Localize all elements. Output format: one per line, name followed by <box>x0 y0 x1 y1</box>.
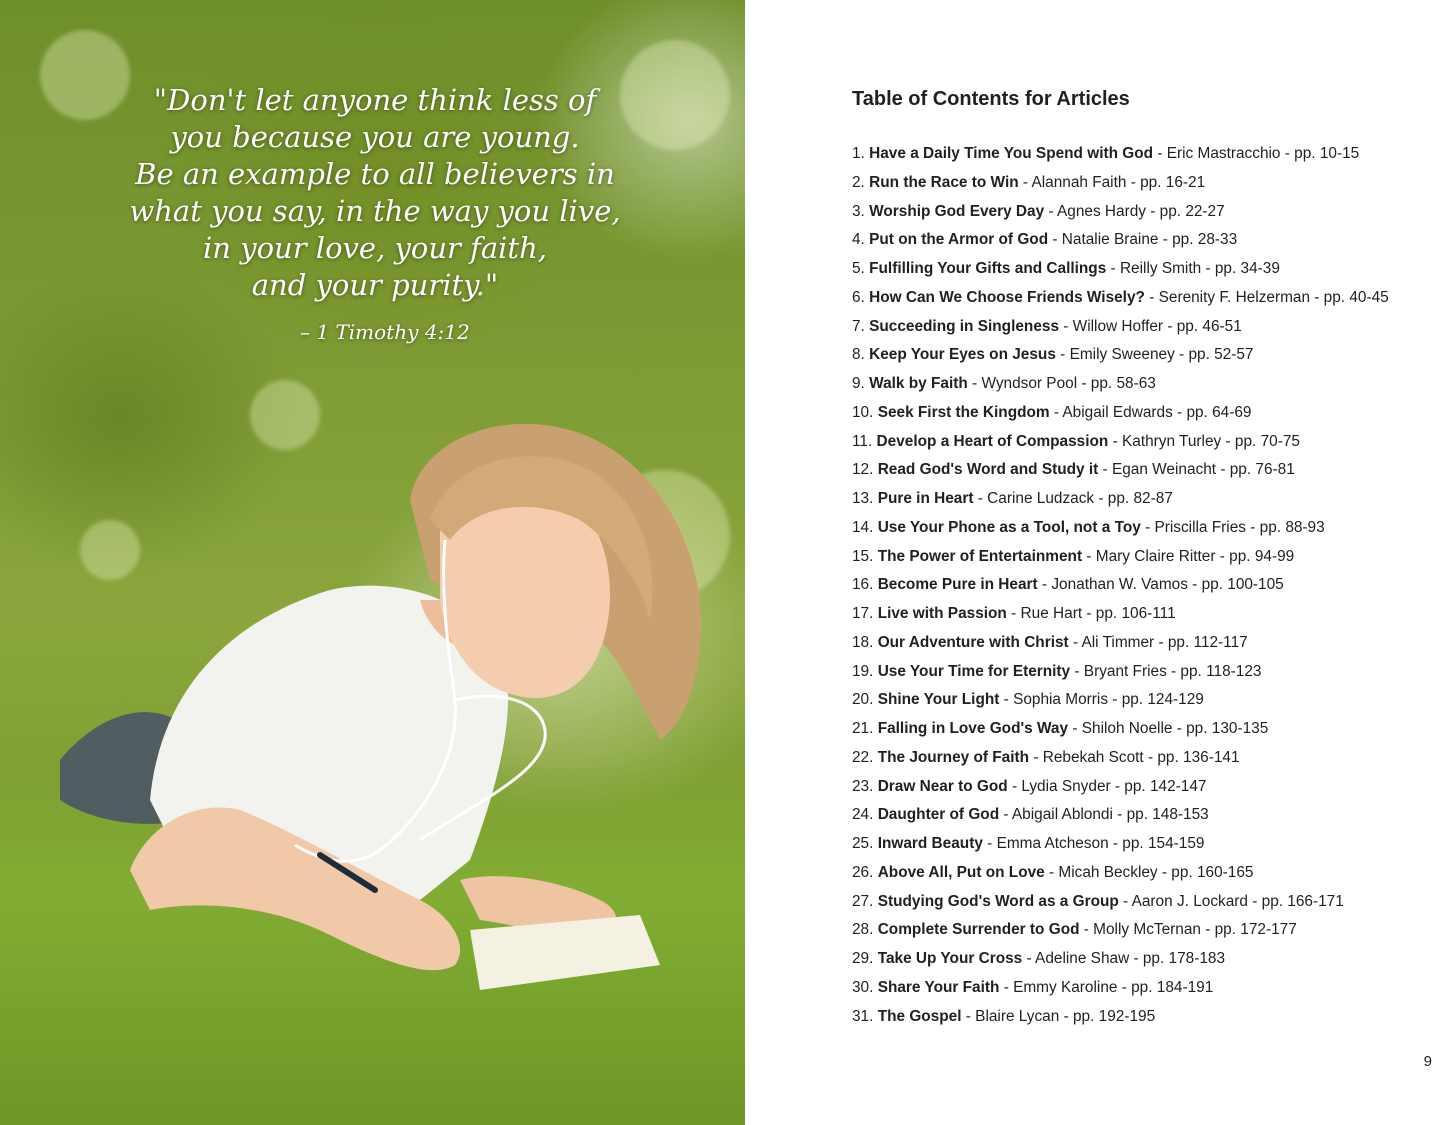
toc-entry <box>852 402 1389 431</box>
toc-entry <box>852 344 1389 373</box>
toc-entry-author-pages: - Natalie Braine - pp. 28-33 <box>1048 231 1238 249</box>
quote-line: you because you are young. <box>170 120 580 154</box>
toc-entry-author-pages: - Emma Atcheson - pp. 154-159 <box>982 835 1205 852</box>
toc-entry <box>852 373 1389 402</box>
toc-entry-author-pages: - Serenity F. Helzerman - pp. 40-45 <box>1144 288 1389 306</box>
toc-entry <box>852 546 1389 575</box>
toc-entry <box>852 948 1389 977</box>
toc-entry-number: 4. <box>852 231 865 249</box>
toc-entry-title: Shine Your Light <box>877 691 1000 709</box>
toc-entry <box>852 776 1389 805</box>
toc-entry-author-pages: - Sophia Morris - pp. 124-129 <box>999 691 1204 709</box>
toc-entry-author-pages: - Rebekah Scott - pp. 136-141 <box>1029 748 1240 766</box>
toc-entry <box>852 833 1389 862</box>
toc-entry-number: 8. <box>852 346 865 364</box>
toc-entry-number: 6. <box>852 288 865 306</box>
toc-entry-title: Take Up Your Cross <box>877 950 1023 967</box>
toc-entry-title: Above All, Put on Love <box>877 863 1045 881</box>
quote-line: Be an example to all believers in <box>135 157 615 191</box>
toc-entry-title: Studying God's Word as a Group <box>877 892 1119 910</box>
toc-entry-number: 19. <box>852 662 874 680</box>
toc-entry-title: Worship God Every Day <box>869 202 1045 220</box>
toc-entry-number: 25. <box>852 835 874 852</box>
toc-entry-author-pages: - Jonathan W. Vamos - pp. 100-105 <box>1037 576 1284 594</box>
toc-entry-title: Put on the Armor of God <box>869 231 1049 249</box>
toc-entry-title: Succeeding in Singleness <box>869 317 1059 335</box>
toc-entry-number: 9. <box>852 375 865 392</box>
toc-entry-title: Use Your Phone as a Tool, not a Toy <box>877 518 1141 536</box>
toc-entry <box>852 287 1389 316</box>
toc-entry-number: 23. <box>852 777 874 795</box>
toc-entry-title: Become Pure in Heart <box>877 576 1038 594</box>
toc-entry <box>852 632 1389 661</box>
toc-entry-author-pages: - Mary Claire Ritter - pp. 94-99 <box>1082 547 1295 565</box>
quote-line: what you say, in the way you live, <box>129 194 621 228</box>
toc-entry-author-pages: - Blaire Lycan - pp. 192-195 <box>961 1007 1156 1025</box>
toc-entry <box>852 431 1389 460</box>
toc-entry-title: Live with Passion <box>877 605 1007 622</box>
scripture-quote <box>120 82 630 304</box>
toc-entry-author-pages: - Lydia Snyder - pp. 142-147 <box>1007 777 1207 795</box>
toc-entry <box>852 229 1389 258</box>
toc-entry-title: Complete Surrender to God <box>877 921 1080 939</box>
quote-line: "Don't let anyone think less of <box>153 83 597 117</box>
toc-entry-title: Our Adventure with Christ <box>877 633 1069 651</box>
toc-entry-title: Share Your Faith <box>877 978 1000 996</box>
toc-entry-title: Use Your Time for Eternity <box>877 662 1071 680</box>
toc-entry <box>852 718 1389 747</box>
toc-entry-author-pages: - Molly McTernan - pp. 172-177 <box>1079 921 1297 939</box>
toc-entry <box>852 919 1389 948</box>
toc-entry-author-pages: - Rue Hart - pp. 106-111 <box>1006 605 1176 622</box>
toc-entry-author-pages: - Willow Hoffer - pp. 46-51 <box>1059 317 1242 335</box>
toc-entry-number: 5. <box>852 260 865 277</box>
toc-entry-title: Keep Your Eyes on Jesus <box>869 346 1056 364</box>
toc-entry-title: The Power of Entertainment <box>877 547 1083 565</box>
toc-entry <box>852 201 1389 230</box>
toc-entry-title: Have a Daily Time You Spend with God <box>869 145 1154 162</box>
toc-entry-title: Walk by Faith <box>869 375 968 392</box>
page-title: Table of Contents for Articles <box>852 88 1130 110</box>
toc-entry-number: 13. <box>852 490 874 507</box>
toc-entry-author-pages: - Aaron J. Lockard - pp. 166-171 <box>1118 892 1344 910</box>
toc-entry-author-pages: - Bryant Fries - pp. 118-123 <box>1070 662 1262 680</box>
toc-entry <box>852 689 1389 718</box>
toc-entry-number: 20. <box>852 691 874 709</box>
toc-entry-author-pages: - Abigail Edwards - pp. 64-69 <box>1049 403 1252 421</box>
toc-entry-title: Pure in Heart <box>877 490 974 507</box>
toc-entry <box>852 603 1389 632</box>
toc-entry <box>852 488 1389 517</box>
toc-entry-number: 14. <box>852 518 874 536</box>
toc-entry-author-pages: - Agnes Hardy - pp. 22-27 <box>1044 202 1225 220</box>
toc-entry <box>852 172 1389 201</box>
toc-entry-number: 22. <box>852 748 874 766</box>
quote-line: in your love, your faith, <box>203 231 547 265</box>
toc-entry-title: Daughter of God <box>877 806 1000 824</box>
toc-entry-number: 12. <box>852 461 874 479</box>
toc-entry <box>852 258 1389 287</box>
toc-entry-author-pages: - Emmy Karoline - pp. 184-191 <box>999 978 1214 996</box>
toc-entry-author-pages: - Wyndsor Pool - pp. 58-63 <box>967 375 1156 392</box>
toc-entry-title: Inward Beauty <box>877 835 983 852</box>
toc-entry <box>852 1006 1389 1035</box>
toc-entry-author-pages: - Ali Timmer - pp. 112-117 <box>1068 633 1248 651</box>
toc-entry-title: How Can We Choose Friends Wisely? <box>869 288 1145 306</box>
toc-entry <box>852 862 1389 891</box>
toc-entry-number: 18. <box>852 633 874 651</box>
page-number: 9 <box>1423 1053 1432 1070</box>
toc-entry-title: The Gospel <box>877 1007 962 1025</box>
toc-entry-number: 1. <box>852 145 865 162</box>
toc-entry <box>852 143 1389 172</box>
toc-entry-title: Draw Near to God <box>877 777 1008 795</box>
toc-entry-author-pages: - Micah Beckley - pp. 160-165 <box>1044 863 1254 881</box>
toc-entry-author-pages: - Carine Ludzack - pp. 82-87 <box>973 490 1173 507</box>
quote-line: and your purity." <box>251 268 499 302</box>
toc-entry-author-pages: - Kathryn Turley - pp. 70-75 <box>1108 432 1300 450</box>
toc-entry-number: 28. <box>852 921 874 939</box>
toc-entry-author-pages: - Abigail Ablondi - pp. 148-153 <box>999 806 1209 824</box>
toc-entry-author-pages: - Eric Mastracchio - pp. 10-15 <box>1153 145 1360 162</box>
toc-entry-author-pages: - Alannah Faith - pp. 16-21 <box>1018 173 1206 191</box>
toc-entry <box>852 574 1389 603</box>
toc-entry <box>852 891 1389 920</box>
toc-entry-number: 27. <box>852 892 874 910</box>
toc-entry-number: 3. <box>852 202 865 220</box>
toc-entry-title: Read God's Word and Study it <box>877 461 1099 479</box>
toc-entry-author-pages: - Emily Sweeney - pp. 52-57 <box>1055 346 1254 364</box>
toc-entry-number: 17. <box>852 605 874 622</box>
quote-citation: – 1 Timothy 4:12 <box>300 320 470 344</box>
toc-entry-number: 7. <box>852 317 865 335</box>
toc-entry <box>852 459 1389 488</box>
toc-entry-number: 24. <box>852 806 874 824</box>
toc-entry-title: Develop a Heart of Compassion <box>876 432 1109 450</box>
toc-entry-number: 30. <box>852 978 874 996</box>
toc-entry-number: 29. <box>852 950 874 967</box>
toc-entry-number: 16. <box>852 576 874 594</box>
toc-entry <box>852 661 1389 690</box>
toc-entry-number: 21. <box>852 720 874 737</box>
toc-entry-title: Falling in Love God's Way <box>877 720 1069 737</box>
toc-entry-number: 10. <box>852 403 874 421</box>
toc-entry-title: Seek First the Kingdom <box>877 403 1050 421</box>
toc-entry-author-pages: - Egan Weinacht - pp. 76-81 <box>1098 461 1295 479</box>
toc-entry-author-pages: - Reilly Smith - pp. 34-39 <box>1106 260 1280 277</box>
toc-entry <box>852 517 1389 546</box>
toc-entry-number: 31. <box>852 1007 874 1025</box>
toc-entry-author-pages: - Shiloh Noelle - pp. 130-135 <box>1068 720 1269 737</box>
toc-entry-title: The Journey of Faith <box>877 748 1030 766</box>
toc-list <box>852 143 1389 1034</box>
toc-entry-number: 2. <box>852 173 865 191</box>
toc-entry-title: Fulfilling Your Gifts and Callings <box>869 260 1107 277</box>
toc-entry-title: Run the Race to Win <box>869 173 1019 191</box>
toc-entry <box>852 804 1389 833</box>
toc-entry-author-pages: - Adeline Shaw - pp. 178-183 <box>1022 950 1226 967</box>
toc-entry <box>852 316 1389 345</box>
toc-entry-number: 11. <box>852 432 873 450</box>
toc-entry <box>852 747 1389 776</box>
toc-page <box>745 0 1445 1125</box>
toc-entry <box>852 977 1389 1006</box>
toc-entry-number: 15. <box>852 547 874 565</box>
toc-entry-author-pages: - Priscilla Fries - pp. 88-93 <box>1140 518 1325 536</box>
toc-entry-number: 26. <box>852 863 874 881</box>
